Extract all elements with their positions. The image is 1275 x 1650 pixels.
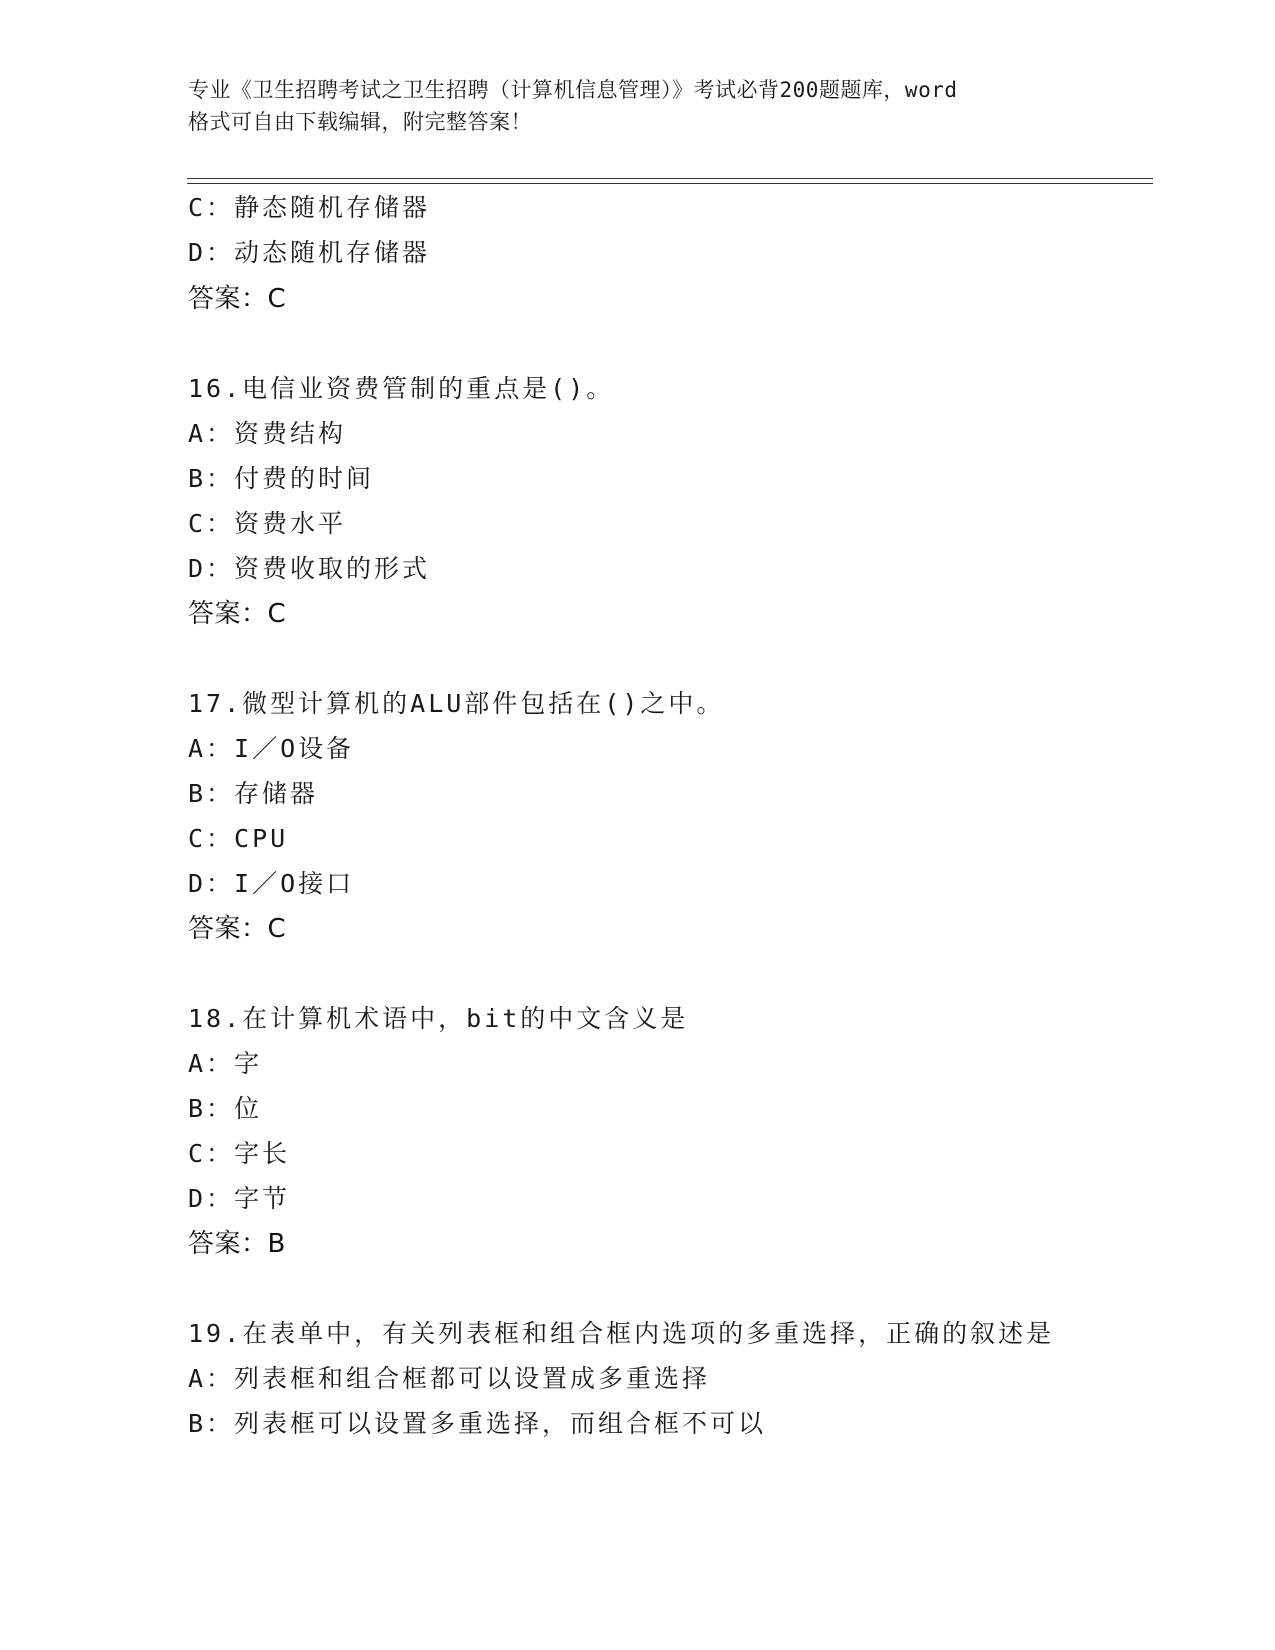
q18-option-c: C：字长: [188, 1139, 291, 1168]
q17-option-a: A：I／O设备: [188, 734, 355, 763]
q19-option-b: B：列表框可以设置多重选择，而组合框不可以: [188, 1409, 767, 1438]
document-header: [188, 74, 1088, 138]
q18-option-a: A：字: [188, 1049, 263, 1078]
q15-option-c: C：静态随机存储器: [188, 193, 431, 222]
q16-option-b: B：付费的时间: [188, 464, 375, 493]
header-title-line-1: 专业《卫生招聘考试之卫生招聘（计算机信息管理）》考试必背200题题库，word: [188, 78, 958, 102]
q19-question: 19.在表单中，有关列表框和组合框内选项的多重选择，正确的叙述是: [188, 1319, 1055, 1348]
header-divider-top: [187, 178, 1153, 179]
q16-option-c: C：资费水平: [188, 509, 347, 538]
q17-answer: 答案：C: [188, 914, 287, 944]
q17-option-d: D：I／O接口: [188, 869, 355, 898]
q16-question: 16.电信业资费管制的重点是()。: [188, 374, 615, 403]
header-title-line-2: 格式可自由下载编辑，附完整答案！: [188, 110, 532, 134]
q18-option-d: D：字节: [188, 1184, 291, 1213]
q15-answer: 答案：C: [188, 284, 287, 314]
q18-option-b: B：位: [188, 1094, 263, 1123]
q16-option-a: A：资费结构: [188, 419, 347, 448]
header-divider-bottom: [187, 183, 1153, 184]
q18-answer: 答案：B: [188, 1229, 286, 1259]
q18-question: 18.在计算机术语中，bit的中文含义是: [188, 1004, 689, 1033]
q17-option-c: C：CPU: [188, 824, 289, 853]
q19-option-a: A：列表框和组合框都可以设置成多重选择: [188, 1364, 711, 1393]
q16-option-d: D：资费收取的形式: [188, 554, 431, 583]
q15-option-d: D：动态随机存储器: [188, 238, 431, 267]
q16-answer: 答案：C: [188, 599, 287, 629]
q17-question: 17.微型计算机的ALU部件包括在()之中。: [188, 689, 725, 718]
q17-option-b: B：存储器: [188, 779, 319, 808]
